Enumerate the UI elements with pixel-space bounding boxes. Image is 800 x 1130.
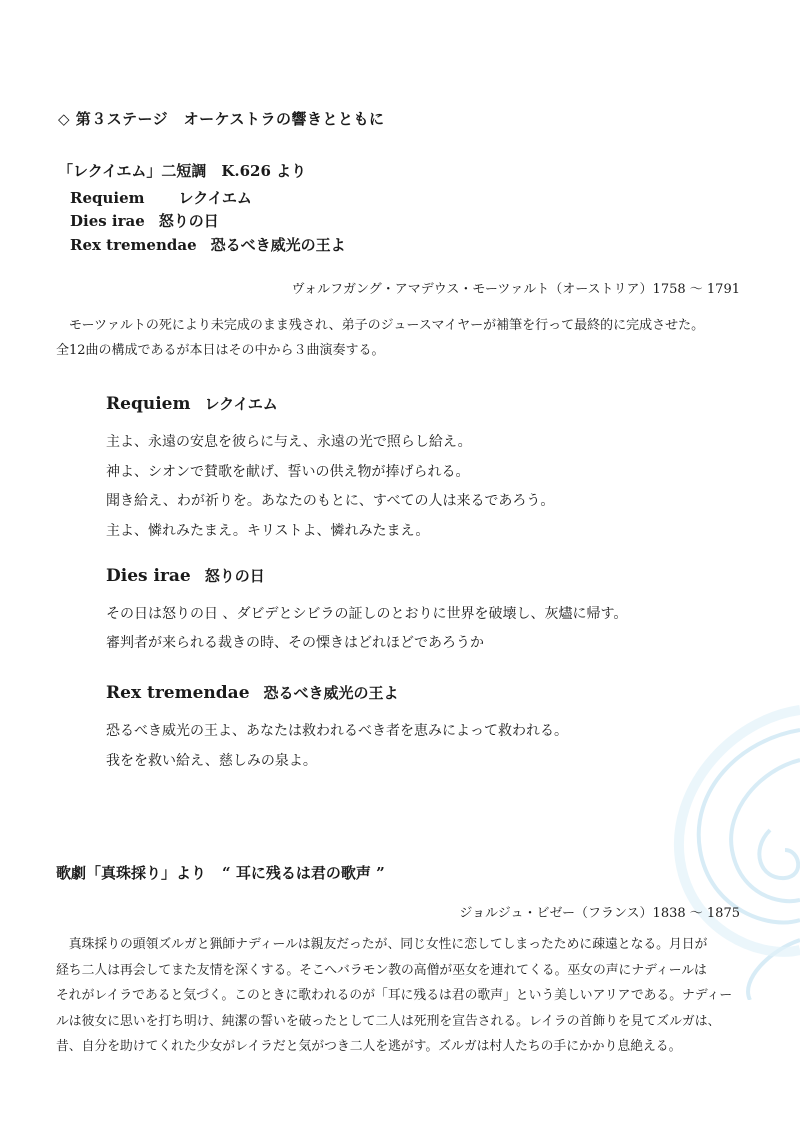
paragraph-line: 全12曲の構成であるが本日はその中から３曲演奏する。 (56, 343, 385, 358)
opera-description (56, 932, 746, 1060)
section-heading-requiem (106, 393, 278, 414)
movement-item (70, 210, 219, 231)
paragraph-line: 真珠採りの頭領ズルガと猟師ナディールは親友だったが、同じ女性に恋してしまったために疎遠となる。月日が (56, 937, 708, 952)
requiem-work-title: 「レクイエム」二短調 K.626 より (58, 162, 307, 180)
lyric-line: 審判者が来られる裁きの時、その慄きはどれほどであろうか (106, 635, 484, 651)
movement-latin: Requiem (70, 189, 145, 207)
section-latin: Dies irae (106, 566, 191, 586)
opera-composer: ジョルジュ・ビゼー（フランス）1838 ～ 1875 (459, 906, 740, 921)
lyric-line: 主よ、憐れみたまえ。キリストよ、憐れみたまえ。 (106, 523, 430, 539)
requiem-description (56, 313, 746, 363)
movement-latin: Dies irae (70, 212, 145, 230)
paragraph-line: 昔、自分を助けてくれた少女がレイラだと気がつき二人を逃がす。ズルガは村人たちの手にかかり息絶える。 (56, 1039, 682, 1054)
section-heading-dies-irae (106, 565, 265, 586)
lyric-line: 聞き給え、わが祈りを。あなたのもとに、すべての人は来るであろう。 (106, 493, 555, 509)
movement-item (70, 187, 252, 208)
lyric-line: 主よ、永遠の安息を彼らに与え、永遠の光で照らし給え。 (106, 434, 472, 450)
movement-latin: Rex tremendae (70, 236, 197, 254)
movement-japanese: 怒りの日 (158, 212, 219, 230)
section-japanese: 怒りの日 (204, 567, 265, 585)
paragraph-line: モーツァルトの死により未完成のまま残され、弟子のジュースマイヤーが補筆を行って最終的に完成させた。 (56, 318, 705, 333)
lyric-line: 我をを救い給え、慈しみの泉よ。 (106, 753, 317, 769)
paragraph-line: それがレイラであると気づく。このときに歌われるのが「耳に残るは君の歌声」という美しいアリアである。ナディー (56, 988, 733, 1003)
lyric-line: その日は怒りの日 、ダビデとシビラの証しのとおりに世界を破壊し、灰燼に帰す。 (106, 606, 628, 622)
section-latin: Requiem (106, 394, 191, 414)
opera-title (56, 862, 385, 883)
lyric-line: 恐るべき威光の王よ、あなたは救われるべき者を恵みによって救われる。 (106, 723, 568, 739)
opera-work-title: 歌劇「真珠採り」より (56, 864, 207, 882)
paragraph-line: ルは彼女に思いを打ち明け、純潔の誓いを破ったとして二人は死刑を宣告される。レイラの首飾りを見てズルガは、 (56, 1013, 721, 1029)
movement-japanese: レクイエム (178, 189, 252, 207)
section-japanese: 恐るべき威光の王よ (263, 684, 399, 702)
section-heading-rex-tremendae (106, 682, 399, 703)
stage-title: ◇ 第３ステージ オーケストラの響きとともに (58, 110, 385, 128)
movement-item (70, 234, 346, 255)
movement-japanese: 恐るべき威光の王よ (210, 236, 346, 254)
section-latin: Rex tremendae (106, 683, 250, 703)
lyric-line: 神よ、シオンで賛歌を献げ、誓いの供え物が捧げられる。 (106, 464, 470, 480)
section-japanese: レクイエム (204, 395, 278, 413)
paragraph-line: 経ち二人は再会してまた友情を深くする。そこへバラモン教の高僧が巫女を連れてくる。巫女の声にナディールは (56, 962, 707, 978)
aria-title: “ 耳に残るは君の歌声 ” (222, 864, 385, 882)
requiem-composer: ヴォルフガング・アマデウス・モーツァルト（オーストリア）1758 ～ 1791 (291, 282, 740, 297)
